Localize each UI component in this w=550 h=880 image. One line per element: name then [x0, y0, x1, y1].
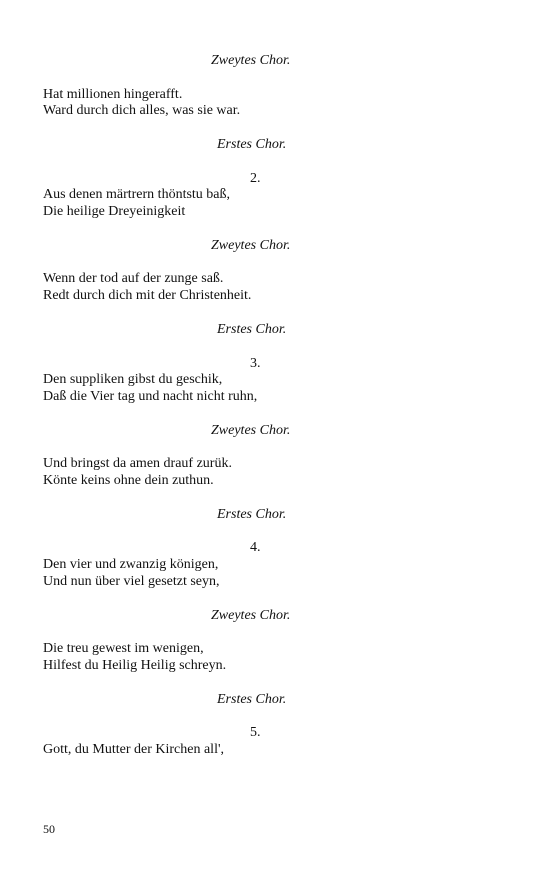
choir-heading: Erstes Chor. [217, 692, 287, 707]
verse-line: Daß die Vier tag und nacht nicht ruhn, [43, 389, 258, 404]
verse-line: Hilfest du Heilig Heilig schreyn. [43, 658, 227, 673]
verse-line: Ward durch dich alles, was sie war. [43, 103, 241, 118]
choir-heading: Erstes Chor. [217, 137, 287, 152]
verse-line: Aus denen märtrern thöntstu baß, [43, 187, 231, 202]
verse-line: Die heilige Dreyeinigkeit [43, 204, 186, 219]
verse-line: Könte keins ohne dein zuthun. [43, 473, 214, 488]
stanza-number: 2. [250, 171, 261, 186]
page-number: 50 [43, 822, 55, 836]
verse-line: Den vier und zwanzig königen, [43, 557, 219, 572]
verse-line: Hat millionen hingerafft. [43, 87, 183, 102]
verse-line: Gott, du Mutter der Kirchen all', [43, 742, 224, 757]
stanza-number: 4. [250, 540, 261, 555]
stanza-number: 5. [250, 725, 261, 740]
choir-heading: Zweytes Chor. [211, 53, 291, 68]
choir-heading: Erstes Chor. [217, 507, 287, 522]
choir-heading: Zweytes Chor. [211, 238, 291, 253]
verse-line: Den suppliken gibst du geschik, [43, 372, 223, 387]
verse-line: Und nun über viel gesetzt seyn, [43, 574, 220, 589]
verse-line: Wenn der tod auf der zunge saß. [43, 271, 224, 286]
verse-line: Redt durch dich mit der Christenheit. [43, 288, 252, 303]
stanza-number: 3. [250, 356, 261, 371]
choir-heading: Erstes Chor. [217, 322, 287, 337]
choir-heading: Zweytes Chor. [211, 423, 291, 438]
choir-heading: Zweytes Chor. [211, 608, 291, 623]
verse-line: Und bringst da amen drauf zurük. [43, 456, 232, 471]
verse-line: Die treu gewest im wenigen, [43, 641, 204, 656]
